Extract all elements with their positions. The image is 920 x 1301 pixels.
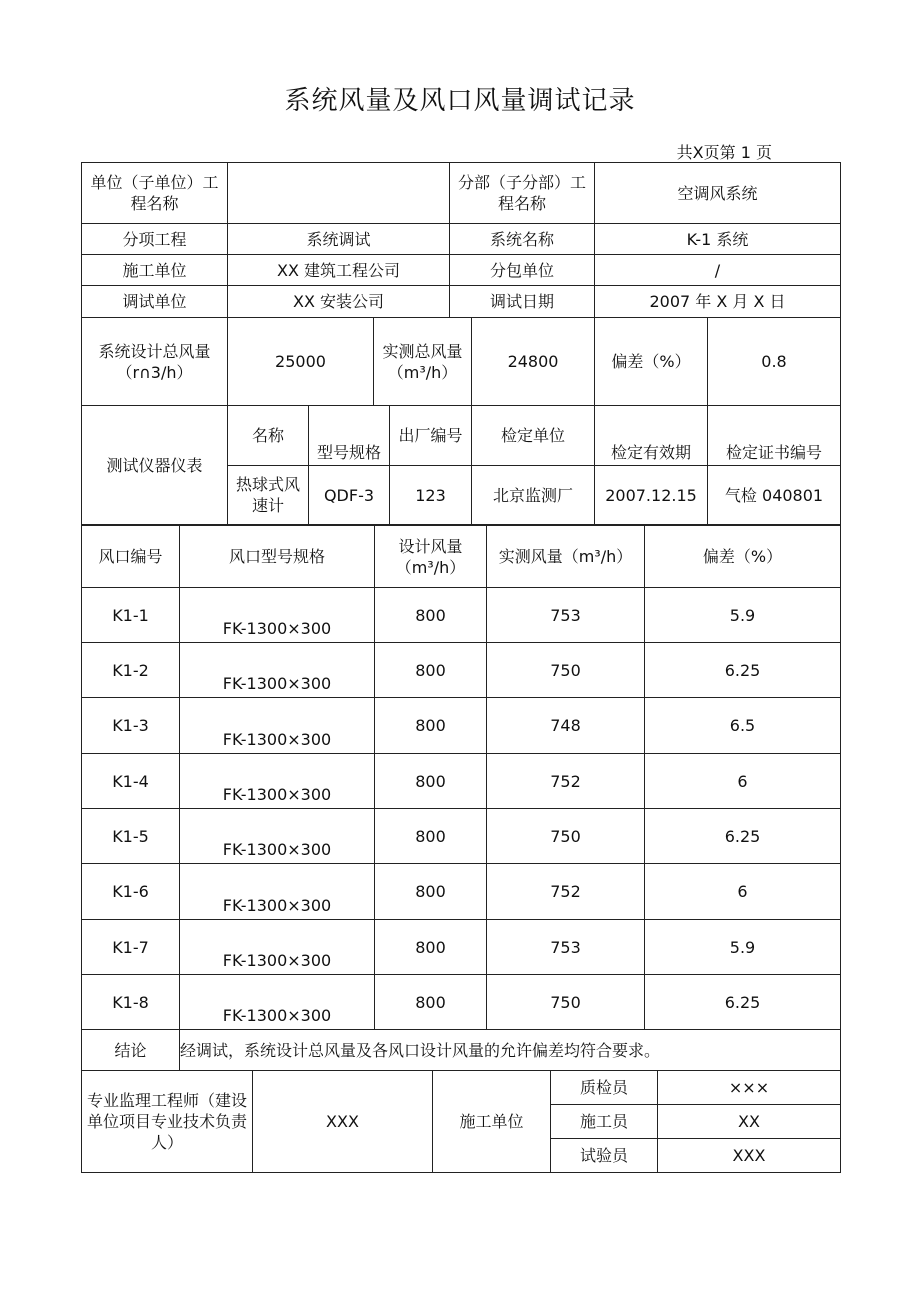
supervisor-value: XXX (253, 1071, 433, 1173)
tester-value: XXX (658, 1139, 841, 1173)
outlet-design: 800 (375, 643, 487, 698)
signature-contractor-label: 施工单位 (433, 1071, 551, 1173)
outlet-id: K1-4 (82, 754, 180, 809)
measured-total-label: 实测总风量（m³/h） (374, 318, 472, 406)
outlet-id: K1-3 (82, 698, 180, 754)
table-row (82, 864, 841, 920)
instrument-header-model: 型号规格 (309, 406, 390, 466)
unit-value (228, 163, 450, 224)
deviation-label: 偏差（%） (595, 318, 708, 406)
system-name-value: K-1 系统 (595, 224, 841, 255)
outlet-spec: FK-1300×300 (180, 809, 375, 864)
outlet-design: 800 (375, 975, 487, 1030)
outlet-measured: 748 (487, 698, 645, 754)
outlet-table (81, 525, 841, 1030)
outlet-id: K1-5 (82, 809, 180, 864)
outlet-spec: FK-1300×300 (180, 864, 375, 920)
outlet-measured: 750 (487, 809, 645, 864)
outlet-measured: 752 (487, 864, 645, 920)
table-row (82, 588, 841, 643)
instrument-model: QDF-3 (309, 466, 390, 525)
instrument-validity: 2007.12.15 (595, 466, 708, 525)
test-unit-value: XX 安装公司 (228, 286, 450, 318)
outlet-measured: 752 (487, 754, 645, 809)
design-total-label: 系统设计总风量（r∩3/h） (82, 318, 228, 406)
outlet-spec: FK-1300×300 (180, 698, 375, 754)
outlet-spec: FK-1300×300 (180, 920, 375, 975)
outlet-deviation: 6.5 (645, 698, 841, 754)
outlet-spec: FK-1300×300 (180, 588, 375, 643)
outlet-id: K1-7 (82, 920, 180, 975)
conclusion-table (81, 1029, 841, 1071)
division-label: 分部（子分部）工程名称 (450, 163, 595, 224)
instrument-section-label: 测试仪器仪表 (82, 406, 228, 525)
outlet-header-measured: 实测风量（m³/h） (487, 526, 645, 588)
builder-value: XX (658, 1105, 841, 1139)
subitem-value: 系统调试 (228, 224, 450, 255)
outlet-id: K1-1 (82, 588, 180, 643)
contractor-label: 施工单位 (82, 255, 228, 286)
instrument-header-name: 名称 (228, 406, 309, 466)
outlet-measured: 753 (487, 920, 645, 975)
test-date-value: 2007 年 X 月 X 日 (595, 286, 841, 318)
conclusion-text: 经调试，系统设计总风量及各风口设计风量的允许偏差均符合要求。 (180, 1030, 841, 1071)
outlet-deviation: 6 (645, 754, 841, 809)
outlet-design: 800 (375, 698, 487, 754)
outlet-deviation: 6 (645, 864, 841, 920)
instrument-header-serial: 出厂编号 (390, 406, 472, 466)
outlet-design: 800 (375, 864, 487, 920)
outlet-deviation: 6.25 (645, 975, 841, 1030)
test-date-label: 调试日期 (450, 286, 595, 318)
instrument-serial: 123 (390, 466, 472, 525)
table-row (82, 975, 841, 1030)
table-row (82, 754, 841, 809)
test-unit-label: 调试单位 (82, 286, 228, 318)
outlet-header-deviation: 偏差（%） (645, 526, 841, 588)
outlet-spec: FK-1300×300 (180, 754, 375, 809)
division-value: 空调风系统 (595, 163, 841, 224)
outlet-id: K1-8 (82, 975, 180, 1030)
summary-instrument-table (81, 317, 841, 525)
measured-total-value: 24800 (472, 318, 595, 406)
signature-table (81, 1070, 841, 1173)
outlet-measured: 750 (487, 975, 645, 1030)
tester-label: 试验员 (551, 1139, 658, 1173)
outlet-header-spec: 风口型号规格 (180, 526, 375, 588)
outlet-measured: 750 (487, 643, 645, 698)
quality-value: ××× (658, 1071, 841, 1105)
outlet-deviation: 5.9 (645, 588, 841, 643)
table-row (82, 809, 841, 864)
outlet-design: 800 (375, 920, 487, 975)
instrument-header-cert: 检定证书编号 (708, 406, 841, 466)
instrument-agency: 北京监测厂 (472, 466, 595, 525)
conclusion-label: 结论 (82, 1030, 180, 1071)
outlet-header-design: 设计风量（m³/h） (375, 526, 487, 588)
header-table (81, 162, 841, 318)
table-row (82, 643, 841, 698)
system-name-label: 系统名称 (450, 224, 595, 255)
instrument-header-agency: 检定单位 (472, 406, 595, 466)
subcontractor-label: 分包单位 (450, 255, 595, 286)
instrument-name: 热球式风速计 (228, 466, 309, 525)
deviation-value: 0.8 (708, 318, 841, 406)
table-row (82, 698, 841, 754)
outlet-header-id: 风口编号 (82, 526, 180, 588)
design-total-value: 25000 (228, 318, 374, 406)
builder-label: 施工员 (551, 1105, 658, 1139)
outlet-deviation: 6.25 (645, 643, 841, 698)
outlet-spec: FK-1300×300 (180, 643, 375, 698)
outlet-id: K1-6 (82, 864, 180, 920)
outlet-deviation: 6.25 (645, 809, 841, 864)
outlet-deviation: 5.9 (645, 920, 841, 975)
table-row (82, 920, 841, 975)
instrument-cert: 气检 040801 (708, 466, 841, 525)
outlet-spec: FK-1300×300 (180, 975, 375, 1030)
page-info: 共Ⅹ页第 1 页 (676, 143, 772, 162)
contractor-value: XX 建筑工程公司 (228, 255, 450, 286)
subcontractor-value: / (595, 255, 841, 286)
outlet-design: 800 (375, 588, 487, 643)
instrument-header-validity: 检定有效期 (595, 406, 708, 466)
subitem-label: 分项工程 (82, 224, 228, 255)
outlet-id: K1-2 (82, 643, 180, 698)
outlet-design: 800 (375, 754, 487, 809)
unit-label: 单位（子单位）工程名称 (82, 163, 228, 224)
outlet-measured: 753 (487, 588, 645, 643)
page-title: 系统风量及风口风量调试记录 (284, 86, 636, 116)
outlet-design: 800 (375, 809, 487, 864)
supervisor-label: 专业监理工程师（建设单位项目专业技术负责人） (82, 1071, 253, 1173)
quality-label: 质检员 (551, 1071, 658, 1105)
